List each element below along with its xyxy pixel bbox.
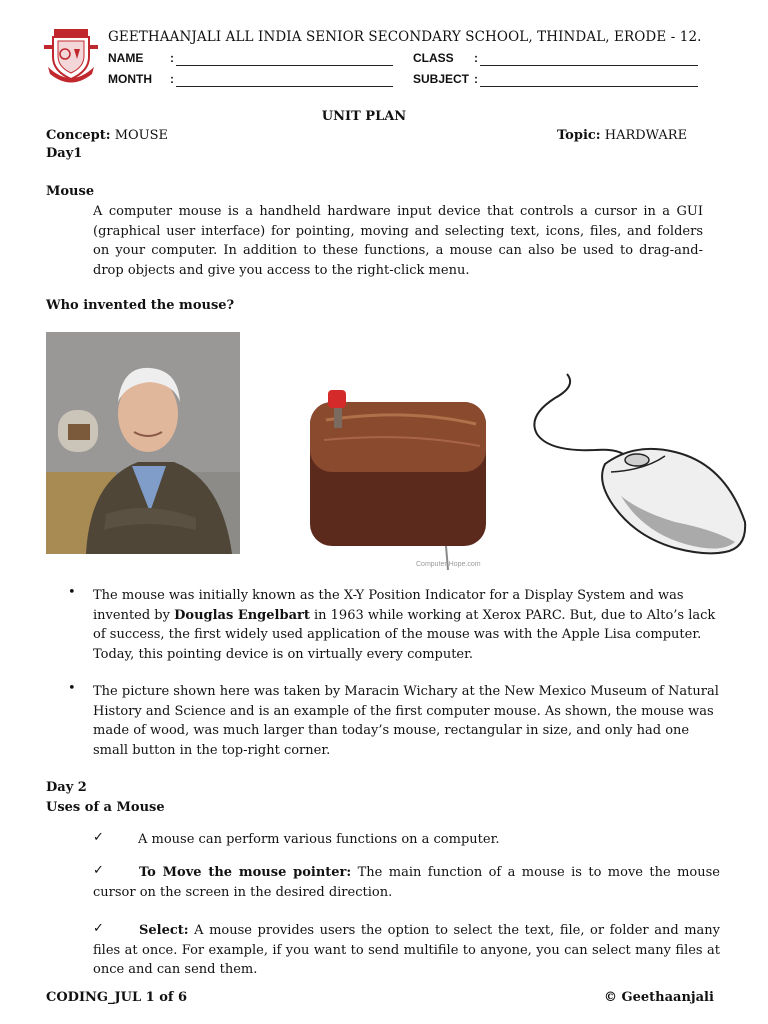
use-text: The main function of a mouse is to move the mouse cursor on the screen in the desired direction. (93, 865, 720, 900)
concept (46, 128, 168, 143)
inventor-name: Douglas Engelbart (174, 607, 310, 623)
use-title: Select: (139, 923, 189, 938)
mouse-heading: Mouse (46, 184, 95, 199)
day1-heading: Day1 (46, 146, 83, 161)
footer-copyright: © Geethaanjali (604, 990, 714, 1005)
mouse-paragraph: A computer mouse is a handheld hardware input device that controls a cursor in a GUI (graphical user interface) for pointing, moving and selecting text, icons, files, and folders on your computer. In addition to these functions, a mouse can also be used to drag-and-drop objects and give you access to the right-click menu. (93, 204, 703, 278)
month-label: MONTH (108, 72, 152, 86)
use-item-move-pointer (93, 863, 720, 902)
use-item-select (93, 921, 720, 980)
bullet-icon: • (68, 585, 76, 600)
month-colon: : (170, 72, 174, 86)
name-label: NAME (108, 51, 144, 65)
footer-page-info: CODING_JUL 1 of 6 (46, 990, 188, 1005)
school-name-main: GEETHAANJALI (108, 29, 222, 45)
check-icon: ✓ (93, 830, 104, 845)
bullet-text: The mouse was initially known as the X-Y Position Indicator for a Display System and was invented by (93, 588, 684, 623)
topic-value: HARDWARE (600, 128, 688, 143)
class-colon: : (474, 51, 478, 65)
school-name (108, 29, 702, 45)
topic-label: Topic: (557, 128, 601, 143)
name-field[interactable] (176, 65, 393, 66)
use-title: To Move the mouse pointer: (139, 865, 352, 880)
class-field[interactable] (480, 65, 698, 66)
month-field[interactable] (176, 86, 393, 87)
check-icon: ✓ (93, 921, 104, 936)
concept-label: Concept: (46, 128, 111, 143)
name-colon: : (170, 51, 174, 65)
bullet-picture (93, 682, 728, 760)
bullet-text: in 1963 while working at Xerox PARC. But, due to Alto’s lack of success, the first widely used application of the mouse was with the Apple Lisa computer. Today, this pointing device is on virtually every computer. (93, 607, 716, 662)
check-icon: ✓ (93, 863, 104, 878)
first-wooden-mouse-photo (296, 380, 496, 570)
use-text: A mouse can perform various functions on a computer. (138, 832, 500, 847)
concept-value: MOUSE (110, 128, 169, 143)
topic (557, 128, 687, 143)
bullet-icon: • (68, 681, 76, 696)
subject-colon: : (474, 72, 478, 86)
school-name-rest: ALL INDIA SENIOR SECONDARY SCHOOL, THINDAL, ERODE - 12. (221, 29, 702, 45)
page-title: UNIT PLAN (321, 109, 407, 124)
class-label: CLASS (413, 51, 454, 65)
modern-mouse-drawing (525, 372, 750, 556)
use-text: A mouse provides users the option to select the text, file, or folder and many files at once. For example, if you want to send multifile to anyone, you can select many files at once and can send them. (93, 923, 720, 977)
who-invented-heading: Who invented the mouse? (46, 298, 235, 313)
subject-label: SUBJECT (413, 72, 470, 86)
uses-heading: Uses of a Mouse (46, 800, 165, 815)
use-item-functions (138, 830, 728, 850)
school-logo (42, 27, 100, 87)
bullet-text: The picture shown here was taken by Maracin Wichary at the New Mexico Museum of Natural History and Science and is an example of the first computer mouse. As shown, the mouse was made of wood, was much larger than today’s mouse, rectangular in size, and only had one small button in the top-right corner. (93, 684, 719, 758)
image-credit: Computer Hope.com (416, 561, 481, 568)
bullet-engelbart (93, 586, 728, 664)
subject-field[interactable] (480, 86, 698, 87)
day2-heading: Day 2 (46, 780, 87, 795)
engelbart-photo (46, 332, 240, 554)
